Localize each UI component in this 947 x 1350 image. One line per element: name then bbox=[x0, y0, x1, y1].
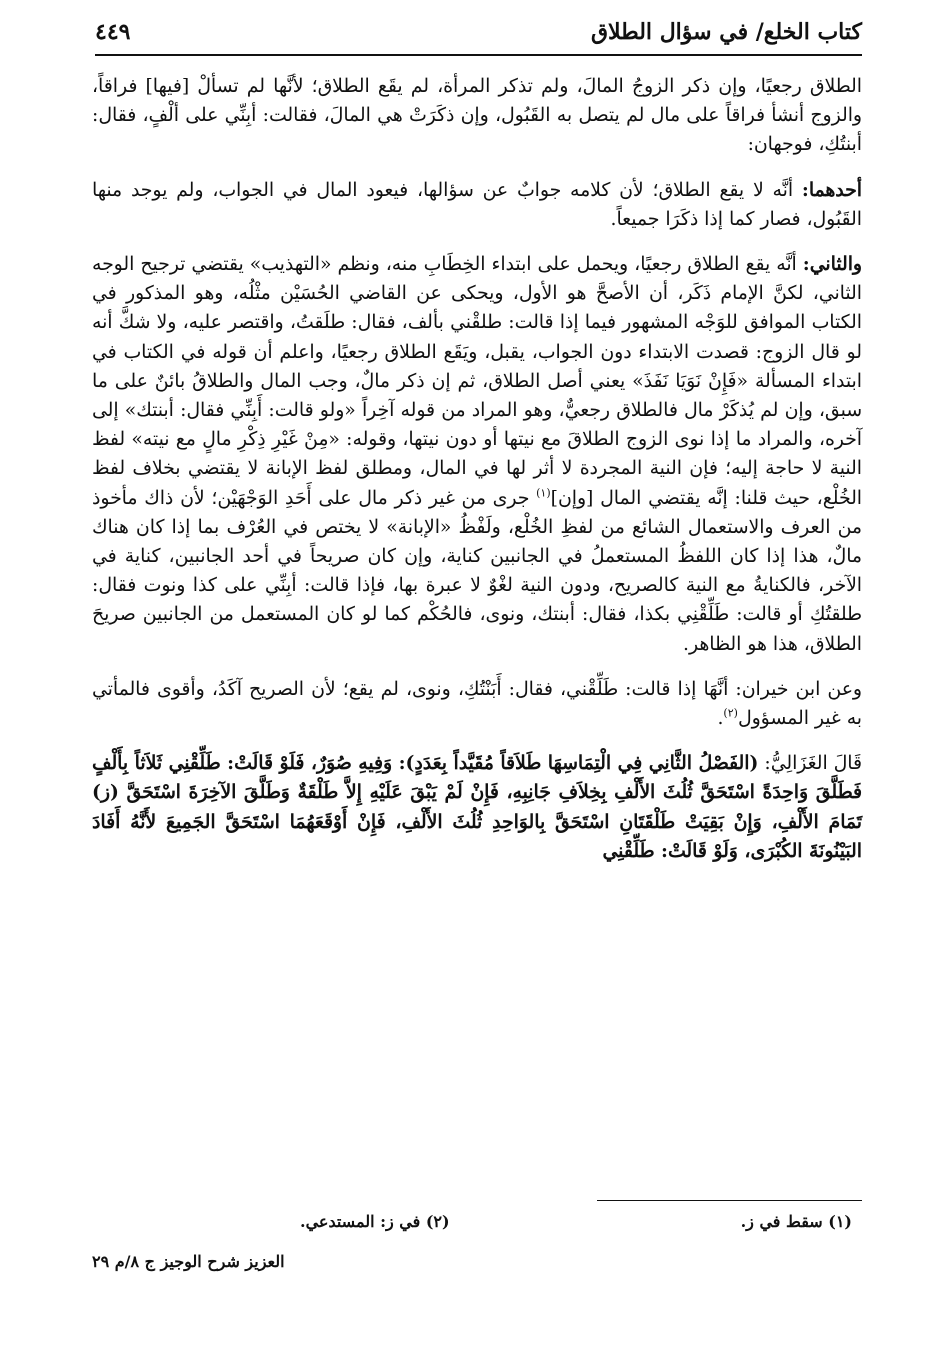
ghazali-paragraph bbox=[92, 749, 862, 866]
paragraph-text-continued: جرى من غير ذكر مال على أَحَدِ الوَجْهَيْن؛ لأن ذاك مأخوذ من العرف والاستعمال الشائع من لفظِ الخُلْع، ولَفْظُ «الإبانة» لا يختص في العُرْف بما إذا كان هناك مالٌ، هذا إذا كان اللفظُ المستعملُ في الجانبين كناية، وإن كان صريحاً في أحد الجانبين، كناية في الآخر، فالكنايةُ مع النية كالصريح، ودون النية لغْوٌ لا عبرة بها، فإذا قالت: أبِنِّي على كذا ونوت فقال: طلقتُكِ أو قالت: طَلِّقْنِي بكذا، فقال: أبنتك، ونوى، فالحُكْم كما لو كان المستعمل من الجانبين صريحَ الطلاق، هذا هو الظاهر. bbox=[92, 487, 862, 655]
ghazali-text: (الفَصْلُ الثَّانِي فِي الْتِمَاسِهَا طَلاَقاً مُقَيَّداً بِعَدَدٍ): وَفِيهِ صُوَرٌ، فَلَوْ قَالَتْ: طَلِّقْنِي ثَلاَثاً بِأَلْفٍ فَطَلَّقَ وَاحِدَةً اسْتَحَقَّ ثُلُثَ الأَلْفِ بِخِلاَفِ جَانِبِهِ، فَإِنْ لَمْ يَبْقَ عَلَيْهِ إِلاَّ طَلْقَةٌ وَطَلَّقَ الآخِرَةَ اسْتَحَقَّ (ز) تَمَامَ الأَلْفِ، وَإِنْ بَقِيَتْ طَلْقَتَانِ اسْتَحَقَّ بِالوَاحِدِ ثُلُثَ الأَلْفِ، فَإِنْ أَوْقَعَهُمَا اسْتَحَقَّ الجَمِيعَ لأَنَّهُ أَفَادَ البَيْنُونَةَ الكُبْرَى، وَلَوْ قَالَتْ: طَلِّقْنِي bbox=[92, 752, 862, 862]
footnote-2: (٢) في ز: المستدعي. bbox=[300, 1212, 450, 1231]
footnote-divider bbox=[597, 1200, 862, 1201]
paragraph-text-continued: . bbox=[717, 708, 724, 730]
paragraph-text: الطلاق رجعيًا، وإن ذكر الزوجُ المالَ، ولم تذكر المرأة، لم يقَع الطلاق؛ لأنَّها لم تسألْ [فيها] فراقاً، والزوج أنشأ فراقاً على مال لم يتصل به القَبُول، وإن ذكَرَتْ هي المالَ، فقالت: أبِنِّي على ألْفٍ، فقال: أبنتُكِ، فوجهان: bbox=[92, 76, 862, 156]
running-title: كتاب الخلع/ في سؤال الطلاق bbox=[590, 19, 862, 45]
footnote-1: (١) سقط في ز. bbox=[740, 1212, 852, 1231]
paragraph-text: أنَّه لا يقع الطلاق؛ لأن كلامه جوابٌ عن سؤالها، فيعود المال في الجواب، ولم يوجد منها القَبُول، فصار كما إذا ذكَرَا جميعاً. bbox=[92, 179, 862, 230]
footnote-marker: (٢) bbox=[723, 706, 738, 720]
paragraph bbox=[92, 250, 862, 659]
footnote-marker: (١) bbox=[536, 486, 551, 500]
paragraph-text: أنَّه يقع الطلاق رجعيًا، ويحمل على ابتداء الخِطَابِ منه، ونظم «التهذيب» يقتضي ترجيح الوجه الثاني، لكنَّ الإمام ذَكَر، أن الأصحَّ هو الأول، ويحكى عن القاضي الحُسَيْن مثْلُه، وهو المذكور في الكتاب الموافق للوَجْه المشهور فيما إذا قالت: طلقْني بألف، فقال: طلَقتُ، واقتصر عليه، ولا شكَّ أنه لو قال الزوج: قصدت الابتداء دون الجواب، يقبل، ويَقَع الطلاق رجعيًا، واعلم أن قوله في الكتاب في ابتداء المسألة «فَإِنْ نَوَيَا نَفَذَ» يعني أصل الطلاق، ثم إن ذكر مالٌ، وجب المال والطلاقُ بائنٌ على ما سبق، وإن لم يُذكَرْ مال فالطلاق رجعيٌّ، وهو المراد من قوله آخِراً «ولو قالت: أَبِنِّي فقال: أبنتك» إلى آخره، والمراد ما إذا نوى الزوج الطلاقَ مع نيتها أو دون نيتها، وقوله: «مِنْ غَيْرِ ذِكْرِ مالٍ مع نيته» لفظ النية لا حاجة إليه؛ فإن النية المجردة لا أثر لها في المال، ومطلق لفظ الإبانة لا يقتضي بخلاف لفظ الخُلْع، حيث قلنا: إنَّه يقتضي المال [وإن] bbox=[92, 254, 863, 509]
paragraph bbox=[92, 176, 862, 234]
page-number: ٤٤٩ bbox=[95, 19, 131, 45]
footnotes bbox=[300, 1212, 852, 1231]
paragraph bbox=[92, 675, 862, 733]
page-header bbox=[95, 10, 862, 56]
paragraph-text: وعن ابن خيران: أنَّهَا إذا قالت: طَلِّقْني، فقال: أَبَنْتُكِ، ونوى، لم يقع؛ لأن الصريح آكَدُ، وأقوى فالمأتي به غير المسؤول bbox=[92, 678, 862, 730]
paragraph-lead: والثاني: bbox=[802, 253, 862, 276]
paragraph bbox=[92, 72, 862, 160]
main-text bbox=[92, 72, 862, 880]
ghazali-intro: قَالَ الغَزَالِيُّ: bbox=[758, 753, 862, 775]
paragraph-lead: أحدهما: bbox=[801, 178, 862, 201]
signature-mark: العزيز شرح الوجيز ج ٨/م ٢٩ bbox=[92, 1252, 285, 1271]
